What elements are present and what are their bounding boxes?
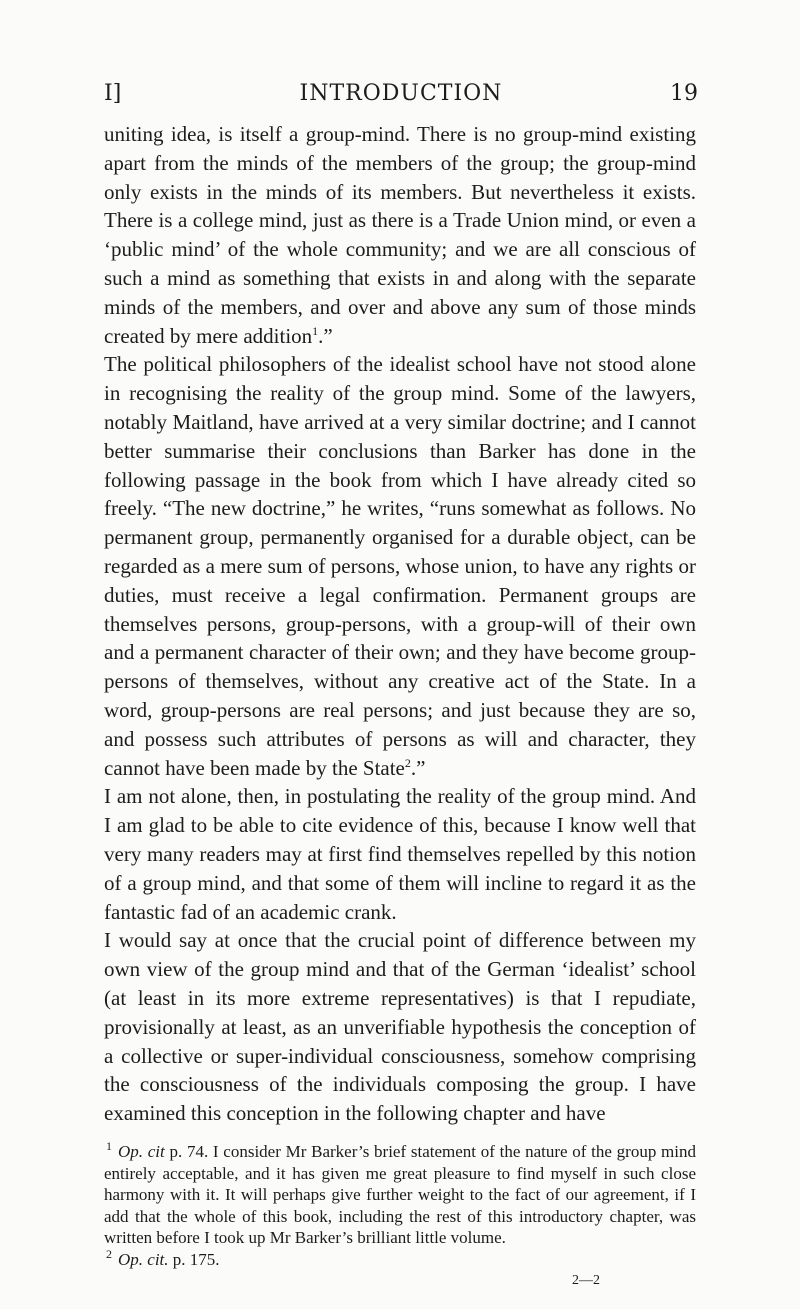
footnote: $^1$ Op. cit p. 74. I consider Mr Barker’s brief statement of the nature of the group mind entirely acceptable, and it has given me great pleasure to find myself in such close harmony with it. It will perhaps give further weight to the fact of our agreement, if I add that the whole of this book, including the rest of this introductory chapter, was written before I took up Mr Barker’s brilliant little volume. (104, 1139, 696, 1247)
footnote-ref: 1 (312, 323, 319, 338)
paragraph: The political philosophers of the idealist school have not stood alone in recognising the reality of the group mind. Some of the lawyers, notably Maitland, have arrived at a very similar doctrine; and I cannot better summarise their conclusions than Barker has done in the following passage in the book from which I have already cited so freely. “The new doctrine,” he writes, “runs somewhat as follows. No permanent group, permanently organised for a durable object, can be regarded as a mere sum of persons, whose union, to have any rights or duties, must receive a legal confirmation. Permanent groups are themselves persons, group-persons, with a group-will of their own and a permanent character of their own; and they have become group-persons of themselves, without any creative act of the State. In a word, group-persons are real persons; and just because they are so, and possess such attributes of persons as will and character, they cannot have been made by the State$^2$.” (104, 352, 696, 780)
chapter-number: I] (104, 81, 122, 106)
footnote-number: 2 (106, 1246, 112, 1261)
footnote-cite: Op. cit (118, 1142, 165, 1161)
running-header (104, 78, 698, 110)
page-number: 19 (670, 81, 698, 106)
footnote-cite: Op. cit. (118, 1249, 169, 1269)
paragraph: I would say at once that the crucial point of difference between my own view of the group mind and that of the German ‘idealist’ school (at least in its more extreme representatives) is that I repudiate, provisionally at least, as an unverifiable hypothesis the conception of a collective or super-individual consciousness, somehow comprising the consciousness of the individuals composing the group. I have examined this conception in the following chapter and have (104, 928, 696, 1126)
paragraph: uniting idea, is itself a group-mind. There is no group-mind existing apart from the minds of the members of the group; the group-mind only exists in the minds of its members. But nevertheless it exists. There is a college mind, just as there is a Trade Union mind, or even a ‘public mind’ of the whole community; and we are all conscious of such a mind as something that exists in and along with the separate minds of the members, and over and above any sum of those minds created by mere addition$^1$.” (104, 122, 696, 348)
footnote-ref: 2 (404, 755, 411, 770)
main-text (104, 120, 696, 1128)
printer-signature: 2—2 (572, 1273, 600, 1288)
footnote-number: 1 (106, 1139, 112, 1154)
running-title: INTRODUCTION (299, 81, 503, 106)
paragraph: I am not alone, then, in postulating the reality of the group mind. And I am glad to be able to cite evidence of this, because I know well that very many readers may at first find themselves repelled by this notion of a group mind, and that some of them will incline to regard it as the fantastic fad of an academic crank. (104, 784, 696, 924)
footnote: $^2$ Op. cit. p. 175. (106, 1246, 220, 1269)
footnotes (104, 1141, 696, 1270)
